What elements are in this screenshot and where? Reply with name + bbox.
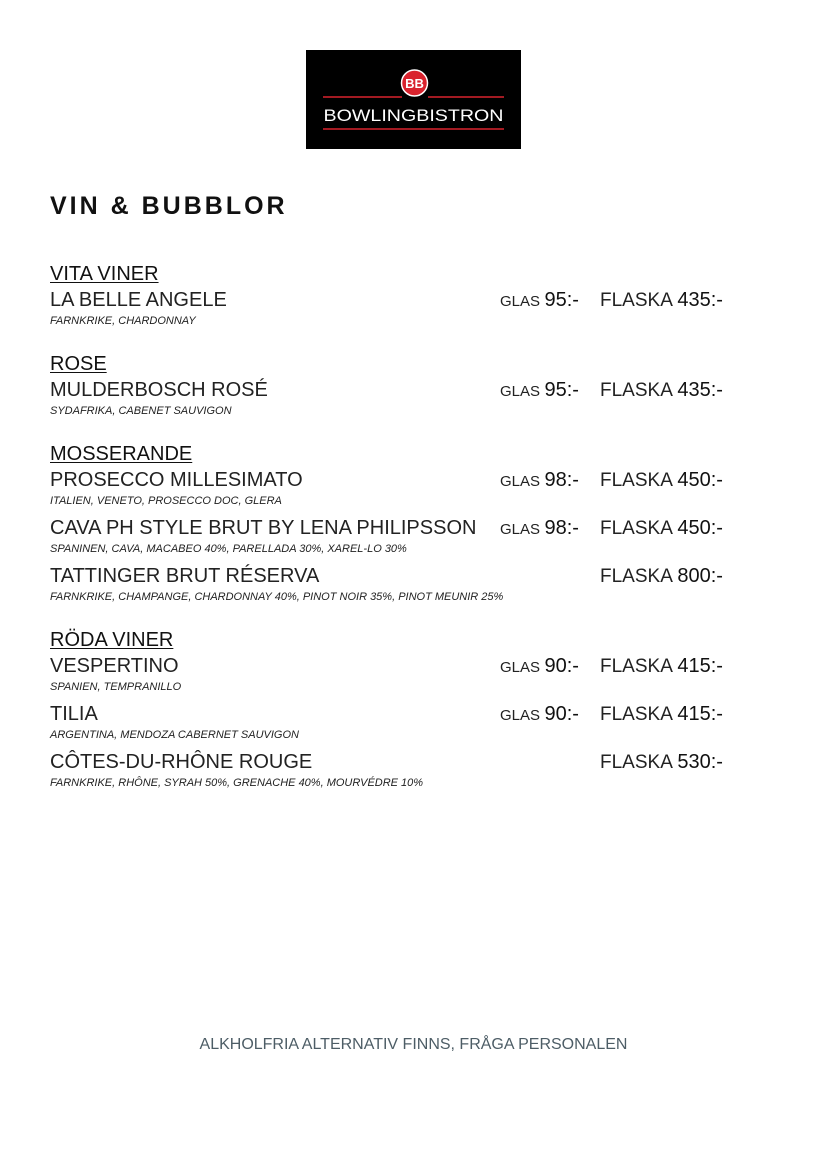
wine-item: [50, 466, 750, 508]
bottle-price-value: 415:-: [677, 703, 723, 725]
bottle-price: [600, 516, 723, 542]
wine-name: CÔTES-DU-RHÔNE ROUGE: [50, 751, 313, 773]
bowlingbistron-logo: [306, 50, 521, 149]
wine-description: FARNKRIKE, CHARDONNAY: [50, 315, 196, 327]
glass-label: GLAS: [500, 521, 541, 538]
wine-name: MULDERBOSCH ROSÉ: [50, 379, 268, 401]
logo-graphic: [306, 50, 521, 149]
wine-name: TATTINGER BRUT RÉSERVA: [50, 565, 320, 587]
section-vita-viner: [50, 262, 750, 328]
glass-price-value: 95:-: [544, 289, 579, 311]
bottle-label: FLASKA: [600, 380, 673, 401]
glass-price: [500, 378, 579, 404]
bottle-price-value: 800:-: [677, 565, 723, 587]
wine-item: [50, 376, 750, 418]
wine-item: [50, 652, 750, 694]
bottle-label: FLASKA: [600, 566, 673, 587]
wine-description: SPANINEN, CAVA, MACABEO 40%, PARELLADA 30%, XAREL-LO 30%: [50, 543, 407, 555]
bottle-label: FLASKA: [600, 470, 673, 491]
wine-row: [50, 514, 750, 542]
section-heading: VITA VINER: [50, 263, 159, 285]
wine-description: SPANIEN, TEMPRANILLO: [50, 681, 182, 693]
glass-price-value: 90:-: [544, 703, 579, 725]
glass-price-value: 95:-: [544, 379, 579, 401]
glass-price-value: 98:-: [544, 469, 579, 491]
page-title: VIN & BUBBLOR: [50, 192, 288, 220]
bottle-price: [600, 564, 723, 590]
wine-item: [50, 748, 750, 790]
glass-label: GLAS: [500, 383, 541, 400]
footer-note: ALKHOLFRIA ALTERNATIV FINNS, FRÅGA PERSONALEN: [199, 1036, 628, 1053]
glass-price: [500, 654, 579, 680]
glass-price: [500, 702, 579, 728]
wine-item: [50, 700, 750, 742]
bottle-label: FLASKA: [600, 290, 673, 311]
wine-description: FARNKRIKE, RHÔNE, SYRAH 50%, GRENACHE 40%, MOURVÉDRE 10%: [50, 777, 424, 789]
wine-menu: [50, 262, 750, 814]
bottle-price-value: 435:-: [677, 379, 723, 401]
logo-badge-text: BB: [405, 76, 424, 91]
section-rose: [50, 352, 750, 418]
bottle-label: FLASKA: [600, 752, 673, 773]
wine-name: LA BELLE ANGELE: [50, 289, 227, 311]
wine-row: [50, 748, 750, 776]
wine-item: [50, 286, 750, 328]
bottle-price-value: 530:-: [677, 751, 723, 773]
wine-name: PROSECCO MILLESIMATO: [50, 469, 303, 491]
glass-price-value: 90:-: [544, 655, 579, 677]
wine-name: VESPERTINO: [50, 655, 179, 677]
bottle-price: [600, 288, 723, 314]
glass-label: GLAS: [500, 659, 541, 676]
bottle-label: FLASKA: [600, 656, 673, 677]
wine-item: [50, 562, 750, 604]
section-mosserande: [50, 442, 750, 604]
wine-item: [50, 514, 750, 556]
section-heading: RÖDA VINER: [50, 629, 174, 651]
wine-description: FARNKRIKE, CHAMPANGE, CHARDONNAY 40%, PINOT NOIR 35%, PINOT MEUNIR 25%: [50, 591, 504, 603]
glass-label: GLAS: [500, 473, 541, 490]
wine-row: [50, 286, 750, 314]
bottle-label: FLASKA: [600, 704, 673, 725]
section-heading: MOSSERANDE: [50, 443, 193, 465]
glass-price: [500, 516, 579, 542]
section-heading: ROSE: [50, 353, 107, 375]
glass-price-value: 98:-: [544, 517, 579, 539]
logo-name-text: BOWLINGBISTRON: [323, 106, 504, 125]
wine-name: CAVA PH STYLE BRUT BY LENA PHILIPSSON: [50, 517, 477, 539]
bottle-price-value: 435:-: [677, 289, 723, 311]
bottle-price: [600, 654, 723, 680]
bottle-price: [600, 702, 723, 728]
wine-row: [50, 376, 750, 404]
wine-name: TILIA: [50, 703, 98, 725]
wine-description: ITALIEN, VENETO, PROSECCO DOC, GLERA: [50, 495, 282, 507]
glass-price: [500, 468, 579, 494]
bottle-price: [600, 750, 723, 776]
bottle-price-value: 450:-: [677, 469, 723, 491]
bottle-price: [600, 378, 723, 404]
section-roda-viner: [50, 628, 750, 790]
bottle-label: FLASKA: [600, 518, 673, 539]
wine-description: SYDAFRIKA, CABENET SAUVIGON: [50, 405, 232, 417]
wine-row: [50, 562, 750, 590]
bottle-price-value: 450:-: [677, 517, 723, 539]
glass-label: GLAS: [500, 293, 541, 310]
wine-row: [50, 700, 750, 728]
wine-description: ARGENTINA, MENDOZA CABERNET SAUVIGON: [50, 729, 299, 741]
glass-price: [500, 288, 579, 314]
bottle-price-value: 415:-: [677, 655, 723, 677]
bottle-price: [600, 468, 723, 494]
glass-label: GLAS: [500, 707, 541, 724]
wine-row: [50, 466, 750, 494]
wine-row: [50, 652, 750, 680]
